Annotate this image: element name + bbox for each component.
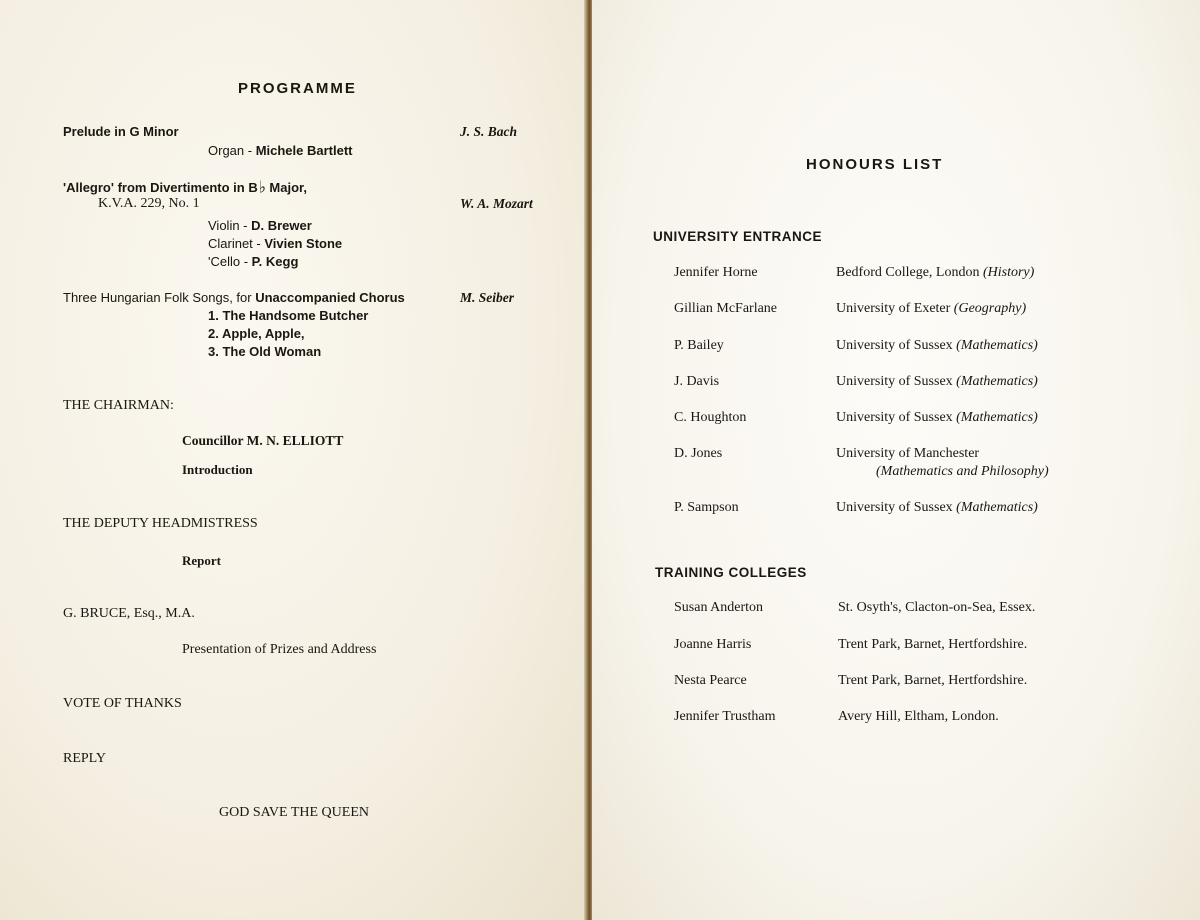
university-entrance-heading: UNIVERSITY ENTRANCE: [653, 229, 823, 244]
college: St. Osyth's, Clacton-on-Sea, Essex.: [838, 600, 1036, 615]
subject: (Mathematics): [956, 500, 1038, 515]
institution: University of Sussex: [836, 410, 957, 425]
performer-instrument: Violin -: [208, 218, 252, 233]
destination: [836, 265, 1034, 281]
subject: (Mathematics): [956, 374, 1038, 389]
student-name: Nesta Pearce: [674, 673, 747, 688]
guest-role: Presentation of Prizes and Address: [182, 642, 377, 657]
performer-name: P. Kegg: [251, 254, 299, 269]
subject: (Geography): [953, 301, 1027, 316]
song-title: 2. Apple, Apple,: [208, 326, 305, 341]
title-text: Three Hungarian Folk Songs, for: [63, 290, 256, 305]
student-name: D. Jones: [674, 446, 723, 461]
title-text: Major,: [265, 180, 307, 195]
programme-title: PROGRAMME: [238, 80, 357, 97]
college: Trent Park, Barnet, Hertfordshire.: [838, 673, 1028, 688]
performer-line: [208, 254, 298, 269]
guest-label: G. BRUCE, Esq., M.A.: [63, 606, 195, 621]
subject: (Mathematics and Philosophy): [876, 464, 1049, 479]
student-name: C. Houghton: [674, 410, 747, 425]
student-name: Gillian McFarlane: [674, 301, 778, 316]
composer-name: J. S. Bach: [460, 124, 518, 139]
chairman-name: Councillor M. N. ELLIOTT: [182, 433, 344, 448]
performer-line: [208, 236, 342, 251]
deputy-label: THE DEPUTY HEADMISTRESS: [63, 516, 258, 531]
student-name: Susan Anderton: [674, 600, 764, 615]
performer-name: Vivien Stone: [264, 236, 343, 251]
destination: [836, 374, 1038, 390]
composer-name: M. Seiber: [460, 290, 514, 305]
chairman-role: Introduction: [182, 462, 253, 477]
song-title: 1. The Handsome Butcher: [208, 308, 369, 323]
programme-item-title: [63, 178, 307, 196]
institution: University of Sussex: [836, 374, 957, 389]
institution: University of Manchester: [836, 446, 980, 461]
college: Avery Hill, Eltham, London.: [838, 709, 999, 724]
performer-instrument: 'Cello -: [208, 254, 252, 269]
institution: Bedford College, London: [836, 265, 983, 280]
student-name: J. Davis: [674, 374, 720, 389]
student-name: Jennifer Horne: [674, 265, 758, 280]
subject: (Mathematics): [956, 338, 1038, 353]
student-name: Jennifer Trustham: [674, 709, 776, 724]
chairman-label: THE CHAIRMAN:: [63, 398, 174, 413]
deputy-role: Report: [182, 553, 221, 568]
institution: University of Exeter: [836, 301, 954, 316]
title-text: Unaccompanied Chorus: [255, 290, 405, 305]
destination: [836, 410, 1038, 426]
reply: REPLY: [63, 751, 106, 766]
destination: [836, 301, 1026, 317]
training-colleges-heading: TRAINING COLLEGES: [655, 565, 807, 580]
honours-page: [592, 0, 1200, 920]
performer-line: [208, 143, 353, 158]
student-name: P. Sampson: [674, 500, 739, 515]
student-name: P. Bailey: [674, 338, 724, 353]
programme-page: [0, 0, 586, 920]
college: Trent Park, Barnet, Hertfordshire.: [838, 637, 1028, 652]
flat-symbol: ♭: [258, 178, 266, 197]
subject: (History): [982, 265, 1035, 280]
anthem: GOD SAVE THE QUEEN: [219, 805, 369, 820]
performer-instrument: Organ -: [208, 143, 256, 158]
programme-item-title: Prelude in G Minor: [63, 124, 179, 139]
subject: (Mathematics): [956, 410, 1038, 425]
song-title: 3. The Old Woman: [208, 344, 322, 359]
composer-name: W. A. Mozart: [460, 196, 533, 211]
programme-item-title: [63, 290, 405, 305]
destination: [836, 338, 1038, 354]
performer-line: [208, 218, 312, 233]
programme-item-subtitle: K.V.A. 229, No. 1: [98, 196, 200, 211]
destination: [836, 500, 1038, 516]
vote-of-thanks: VOTE OF THANKS: [63, 696, 182, 711]
performer-name: D. Brewer: [251, 218, 312, 233]
student-name: Joanne Harris: [674, 637, 752, 652]
honours-title: HONOURS LIST: [806, 156, 944, 173]
institution: University of Sussex: [836, 500, 957, 515]
performer-name: Michele Bartlett: [255, 143, 353, 158]
title-text: 'Allegro' from Divertimento in B: [63, 180, 258, 195]
institution: University of Sussex: [836, 338, 957, 353]
performer-instrument: Clarinet -: [208, 236, 265, 251]
